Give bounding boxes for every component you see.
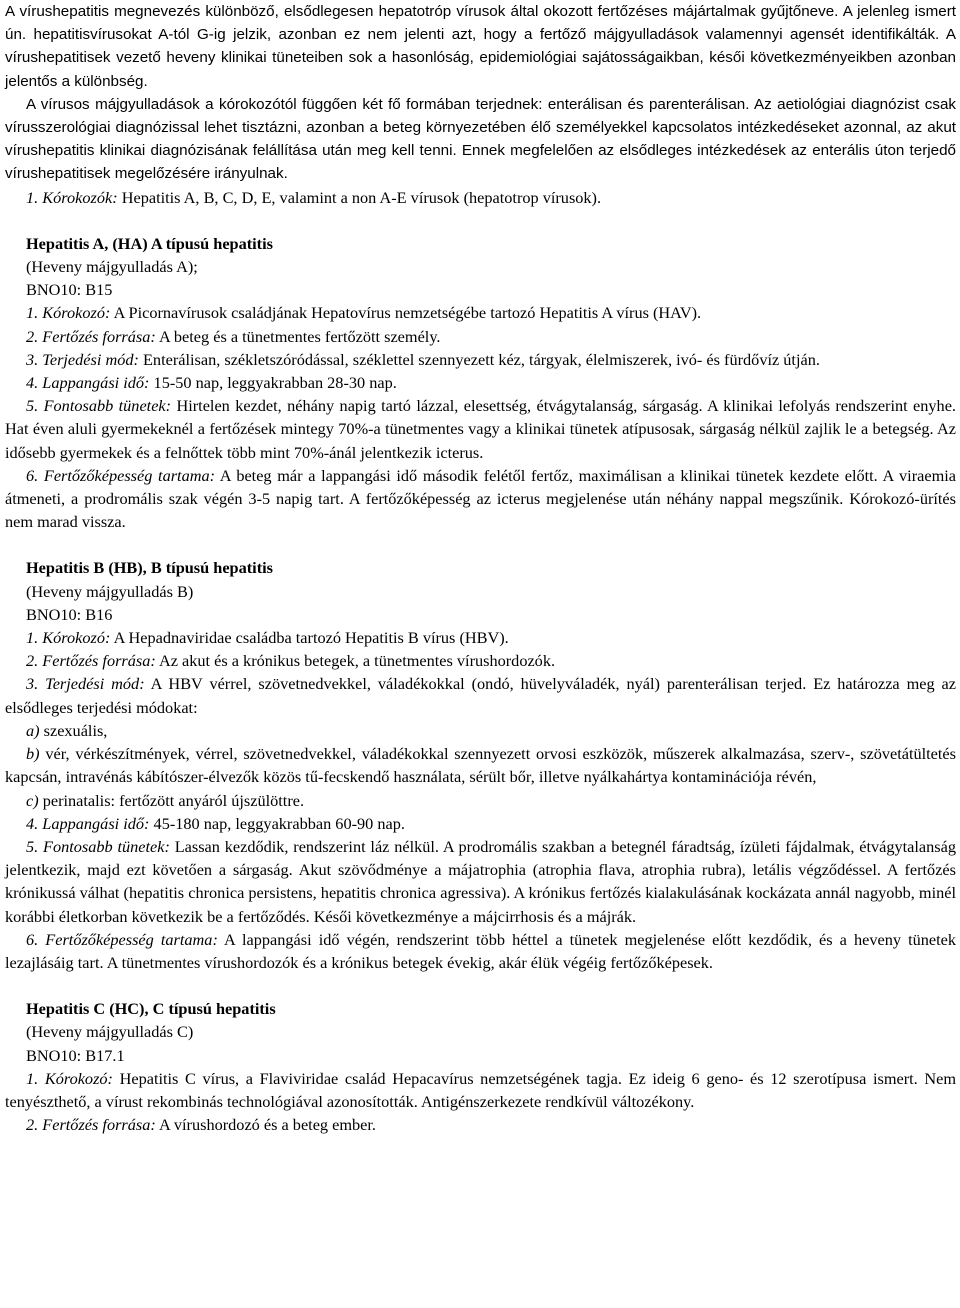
item-label: 4. Lappangási idő: xyxy=(26,813,150,833)
item-list xyxy=(5,626,956,974)
list-item xyxy=(5,394,956,464)
intro-paragraph-2: A vírusos májgyulladások a kórokozótól függően két fő formában terjednek: enterálisan és parenterálisan. Az aetiológiai diagnózist csak vírusszerológiai diagnózissal lehet tisztázni, azonban a beteg környezetében élő személyekkel kapcsolatos intézkedéseket azonnal, az akut vírushepatitis klinikai diagnózisának felállítása után meg kell tenni. Ennek megfelelően az elsődleges intézkedések az enterális úton terjedő vírushepatitisek megelőzésére irányulnak. xyxy=(5,95,956,183)
section-title: Hepatitis C (HC), C típusú hepatitis xyxy=(26,999,276,1019)
bno-code: BNO10: B17.1 xyxy=(26,1045,125,1065)
intro-paragraph-1: A vírushepatitis megnevezés különböző, elsődlegesen hepatotróp vírusok által okozott fertőzéses májártalmak gyűjtőneve. A jelenleg ismert ún. hepatitisvírusokat A-tól G-ig jelzik, azonban ez nem jelenti azt, hogy a fertőző májgyulladások valamennyi agensét identifikálták. A vírushepatitisek vezető heveny klinikai tüneteiben sok a hasonlóság, epidemiológiai sajátosságaikban, késői következményeikben azonban jelentős a különbség. xyxy=(5,3,956,90)
item-label: 6. Fertőzőképesség tartama: xyxy=(26,929,218,949)
item-text: Hepatitis C vírus, a Flaviviridae család Hepacavírus nemzetségének tagja. Ez ideig 6 geno- és 12 szerotípusa ismert. Nem tenyészthető, a vírust rekombinás technológiával azonosították. Antigénszerkezete rendkívül változékony. xyxy=(5,1068,957,1111)
item-label: 1. Kórokozó: xyxy=(26,628,111,648)
list-item xyxy=(5,928,956,974)
item-label: a) xyxy=(26,720,40,740)
section-title: Hepatitis A, (HA) A típusú hepatitis xyxy=(26,233,273,253)
item-text: A beteg már a lappangási idő második felétől fertőz, maximálisan a klinikai tünetek kezdete előtt. A viraemia átmeneti, a prodromális szak végén 3-5 napig tart. A fertőzőképesség az icterus megjelenése után néhány nappal megszűnik. Kórokozó-ürítés nem marad vissza. xyxy=(5,465,956,532)
item-text: vér, vérkészítmények, vérrel, szövetnedvekkel, váladékokkal szennyezett orvosi eszközök, műszerek alkalmazása, szerv-, szövetátültetés kapcsán, intravénás kábítószer-élvezők közös tű-fecskendő használata, sérült bőr, illetve nyálkahártya kontaminációja révén, xyxy=(5,744,956,787)
item-text: A vírushordozó és a beteg ember. xyxy=(155,1115,376,1135)
item-label: 3. Terjedési mód: xyxy=(26,349,139,369)
section-title: Hepatitis B (HB), B típusú hepatitis xyxy=(26,558,273,578)
item-text: 45-180 nap, leggyakrabban 60-90 nap. xyxy=(149,813,405,833)
list-item xyxy=(5,1067,956,1113)
item-label: 4. Lappangási idő: xyxy=(26,373,150,393)
section-subtitle: (Heveny májgyulladás B) xyxy=(26,581,194,601)
item-text: Enterálisan, székletszóródással, széklettel szennyezett kéz, tárgyak, élelmiszerek, ivó- és fürdővíz útján. xyxy=(138,349,820,369)
section-subtitle: (Heveny májgyulladás A); xyxy=(26,257,198,277)
item-label: 2. Fertőzés forrása: xyxy=(26,326,156,346)
list-item xyxy=(5,719,956,742)
item-label: 2. Fertőzés forrása: xyxy=(26,1115,156,1135)
item-label: 5. Fontosabb tünetek: xyxy=(26,396,172,416)
list-item xyxy=(5,672,956,718)
item-label: 3. Terjedési mód: xyxy=(26,674,145,694)
list-item xyxy=(5,649,956,672)
item-text: Hirtelen kezdet, néhány napig tartó lázzal, elesettség, étvágytalanság, sárgaság. A klinikai lefolyás rendszerint enyhe. Hat éven aluli gyermekeknél a fertőzések mintegy 70%-a tünetmentes vagy a klinikai tünetek atípusosak, sárgaság nélkül zajlik le a betegség. Az idősebb gyermekek és a felnőttek több mint 70%-ánál jelentkezik icterus. xyxy=(5,396,956,462)
item-list xyxy=(5,301,956,533)
item-list xyxy=(5,1067,956,1137)
item-label: 1. Kórokozó: xyxy=(26,303,111,323)
item-text: szexuális, xyxy=(39,720,108,740)
item-text: A Picornavírusok családjának Hepatovírus nemzetségébe tartozó Hepatitis A vírus (HAV). xyxy=(110,303,702,323)
list-item xyxy=(5,301,956,324)
bno-code: BNO10: B15 xyxy=(26,280,113,300)
item-text: perinatalis: fertőzött anyáról újszülöttre. xyxy=(38,790,305,810)
bno-code: BNO10: B16 xyxy=(26,604,113,624)
list-item xyxy=(5,371,956,394)
item-text: 15-50 nap, leggyakrabban 28-30 nap. xyxy=(149,373,397,393)
item-label: 6. Fertőzőképesség tartama: xyxy=(26,465,216,485)
list-item xyxy=(5,1113,956,1136)
item-text: A HBV vérrel, szövetnedvekkel, váladékokkal (ondó, hüvelyváladék, nyál) parenterálisan terjed. Ez határozza meg az elsődleges terjedési módokat: xyxy=(5,674,956,717)
spacer xyxy=(5,974,956,997)
item-text: Lassan kezdődik, rendszerint láz nélkül. A prodromális szakban a betegnél fáradtság, ízületi fájdalmak, étvágytalanság jelentkezik, majd ezt követően a sárgaság. Akut szövődménye a májatrophia (atrophia flava, atrophia rubra), letális végződéssel. A fertőzés krónikussá válhat (hepatitis chronica persistens, hepatitis chronica agressiva). A krónikus fertőzés kialakulásának kockázata annál nagyobb, minél korábbi életkorban következik be a fertőződés. Késői következménye a májcirrhosis és a májrák. xyxy=(5,836,956,926)
list-item xyxy=(5,789,956,812)
list-item xyxy=(5,742,956,788)
list-item xyxy=(5,464,956,534)
item-text: A beteg és a tünetmentes fertőzött személy. xyxy=(155,326,441,346)
intro-pathogens: 1. Kórokozók: Hepatitis A, B, C, D, E, valamint a non A-E vírusok (hepatotrop vírusok). xyxy=(26,187,602,207)
list-item xyxy=(5,626,956,649)
spacer xyxy=(5,209,956,232)
section-hepatitis-c xyxy=(5,997,956,1136)
section-subtitle: (Heveny májgyulladás C) xyxy=(26,1022,194,1042)
item-text: A lappangási idő végén, rendszerint több héttel a tünetek megjelenése előtt kezdődik, és a heveny tünetek lezajlásáig tart. A tünetmentes vírushordozók és a krónikus betegek évekig, akár élük végéig fertőzőképesek. xyxy=(5,929,957,972)
list-item xyxy=(5,812,956,835)
item-text: Az akut és a krónikus betegek, a tünetmentes vírushordozók. xyxy=(155,651,556,671)
section-hepatitis-b xyxy=(5,556,956,974)
item-label: 1. Kórokozók: xyxy=(26,187,118,207)
list-item xyxy=(5,348,956,371)
item-label: 5. Fontosabb tünetek: xyxy=(26,836,170,856)
spacer xyxy=(5,533,956,556)
item-label: b) xyxy=(26,744,40,764)
item-label: 1. Kórokozó: xyxy=(26,1068,113,1088)
item-label: 2. Fertőzés forrása: xyxy=(26,651,156,671)
item-label: c) xyxy=(26,790,39,810)
item-text: A Hepadnaviridae családba tartozó Hepatitis B vírus (HBV). xyxy=(110,628,509,648)
list-item xyxy=(5,325,956,348)
section-hepatitis-a xyxy=(5,232,956,534)
list-item xyxy=(5,835,956,928)
